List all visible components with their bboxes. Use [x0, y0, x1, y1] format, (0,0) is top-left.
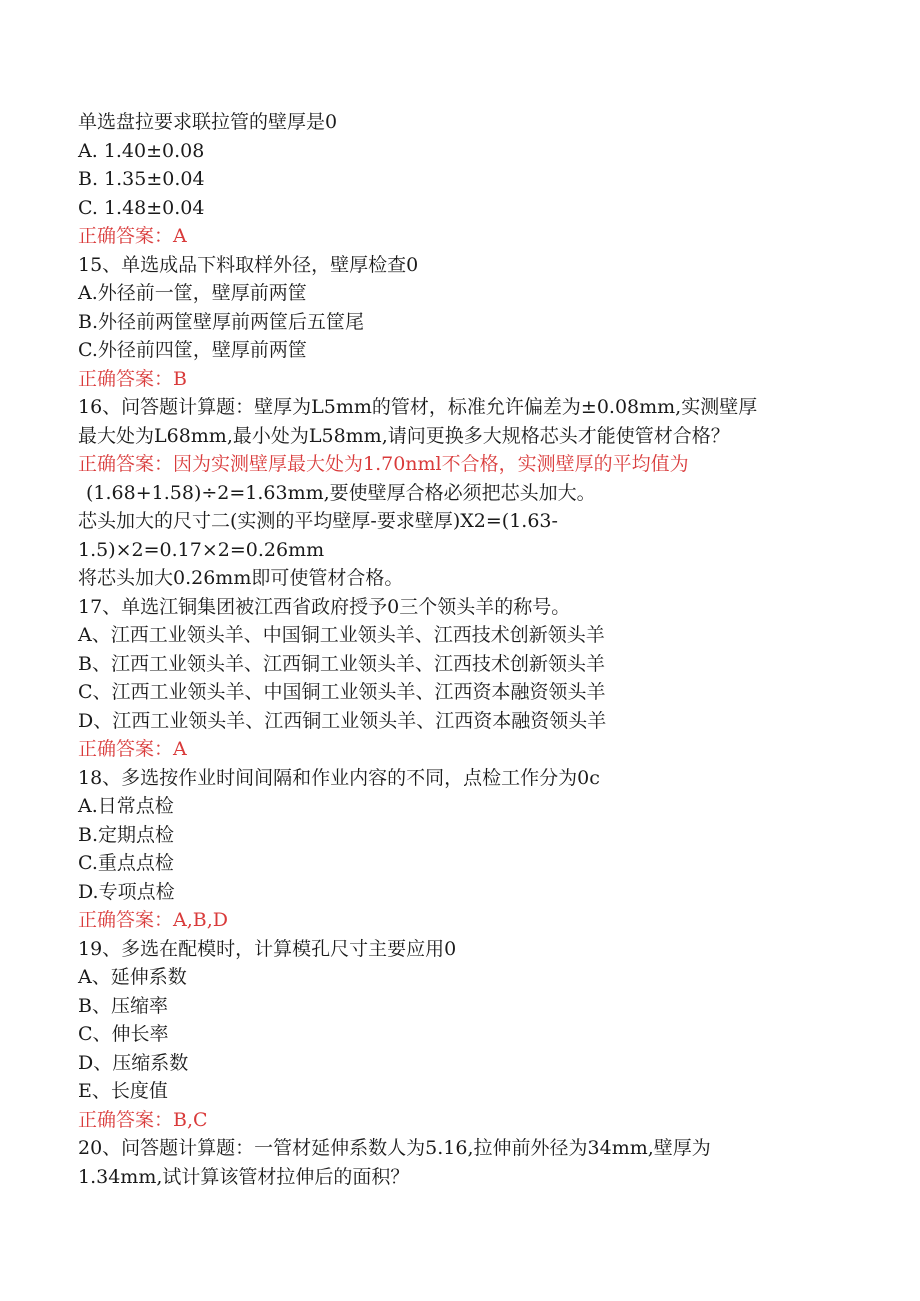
body-line: 芯头加大的尺寸二(实测的平均壁厚-要求壁厚)X2=(1.63- — [78, 510, 558, 532]
body-line: 1.5)×2=0.17×2=0.26mm — [78, 538, 325, 561]
option-line: C.重点点检 — [78, 852, 174, 874]
option-line: C、伸长率 — [78, 1023, 169, 1045]
question-line: 19、多选在配模时，计算模孔尺寸主要应用0 — [78, 937, 457, 960]
document-body — [78, 108, 838, 1191]
question-line: 最大处为L68mm,最小处为L58mm,请问更换多大规格芯头才能使管材合格？ — [78, 424, 730, 447]
answer-line: 正确答案：B — [78, 367, 187, 390]
body-line: 将芯头加大0.26mm即可使管材合格。 — [78, 567, 404, 589]
option-line: B.定期点检 — [78, 823, 175, 846]
option-line: C、江西工业领头羊、中国铜工业领头羊、江西资本融资领头羊 — [78, 681, 606, 703]
answer-line: 正确答案：A — [78, 225, 187, 247]
option-line: D.专项点检 — [78, 880, 175, 903]
option-line: A.外径前一筐，壁厚前两筐 — [78, 282, 307, 304]
question-line: 15、单选成品下料取样外径，壁厚检查0 — [78, 253, 419, 276]
option-line: C.外径前四筐，壁厚前两筐 — [78, 339, 307, 361]
option-line: B.外径前两筐壁厚前两筐后五筐尾 — [78, 310, 365, 333]
answer-line: 正确答案：B,C — [78, 1108, 208, 1131]
question-line: 16、问答题计算题：壁厚为L5mm的管材，标准允许偏差为±0.08mm,实测壁厚 — [78, 396, 758, 418]
option-line: A、延伸系数 — [78, 966, 187, 988]
option-line: A.日常点检 — [78, 795, 174, 817]
question-line: 20、问答题计算题：一管材延伸系数人为5.16,拉伸前外径为34mm,壁厚为 — [78, 1137, 711, 1159]
option-line: A. 1.40±0.08 — [78, 139, 205, 162]
answer-line: 正确答案：A,B,D — [78, 909, 228, 931]
answer-line: 正确答案：因为实测壁厚最大处为1.70nml不合格，实测壁厚的平均值为 — [78, 453, 689, 475]
question-line: 17、单选江铜集团被江西省政府授予0三个领头羊的称号。 — [78, 595, 571, 618]
question-line: 单选盘拉要求联拉管的壁厚是0 — [78, 111, 338, 133]
option-line: A、江西工业领头羊、中国铜工业领头羊、江西技术创新领头羊 — [78, 624, 605, 646]
option-line: B、压缩率 — [78, 994, 168, 1017]
option-line: B、江西工业领头羊、江西铜工业领头羊、江西技术创新领头羊 — [78, 652, 605, 675]
body-line: (1.68+1.58)÷2=1.63mm,要使壁厚合格必须把芯头加大。 — [86, 481, 596, 504]
option-line: E、长度值 — [78, 1080, 168, 1102]
option-line: B. 1.35±0.04 — [78, 168, 205, 190]
answer-line: 正确答案：A — [78, 738, 187, 760]
question-line: 1.34mm,试计算该管材拉伸后的面积？ — [78, 1165, 410, 1188]
option-line: D、压缩系数 — [78, 1051, 189, 1074]
option-line: C. 1.48±0.04 — [78, 196, 205, 219]
option-line: D、江西工业领头羊、江西铜工业领头羊、江西资本融资领头羊 — [78, 709, 607, 732]
question-line: 18、多选按作业时间间隔和作业内容的不同，点检工作分为0c — [78, 766, 600, 789]
